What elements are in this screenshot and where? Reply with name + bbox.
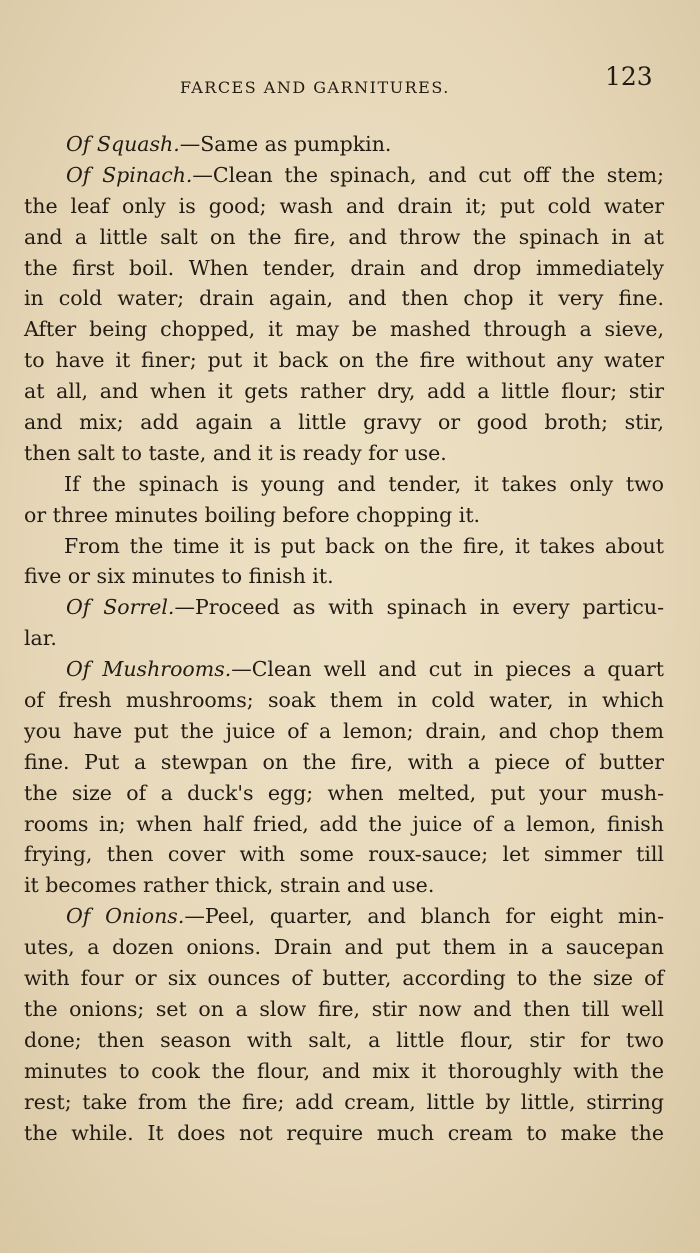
section-lead: Of Squash. bbox=[66, 132, 180, 156]
text-line: the onions; set on a slow fire, stir now and then till well bbox=[24, 996, 664, 1021]
text-line: Of Onions.—Peel, quarter, and blanch for eight min- bbox=[66, 904, 665, 929]
text-line: and a little salt on the fire, and throw the spinach in at bbox=[24, 224, 664, 249]
running-head: FARCES AND GARNITURES. bbox=[180, 78, 450, 97]
section-lead: Of Mushrooms. bbox=[66, 657, 232, 682]
text-line: the while. It does not require much cream to make the bbox=[24, 1120, 664, 1145]
text-line: the leaf only is good; wash and drain it; put cold water bbox=[24, 193, 664, 218]
text-line: rooms in; when half fried, add the juice of a lemon, finish bbox=[24, 811, 664, 836]
text-line: fine. Put a stewpan on the fire, with a piece of butter bbox=[24, 749, 664, 774]
body-text bbox=[24, 129, 664, 1148]
text-line: you have put the juice of a lemon; drain, and chop them bbox=[24, 718, 664, 743]
text-line: Of Spinach.—Clean the spinach, and cut off the stem; bbox=[66, 162, 664, 187]
text-line: minutes to cook the flour, and mix it thoroughly with the bbox=[24, 1058, 664, 1083]
text-line: with four or six ounces of butter, according to the size of bbox=[24, 966, 664, 991]
text-line: the first boil. When tender, drain and drop immediately bbox=[24, 255, 664, 280]
text-line: or three minutes boiling before chopping it. bbox=[24, 502, 481, 527]
text-line: of fresh mushrooms; soak them in cold water, in which bbox=[24, 688, 664, 713]
text-line: and mix; add again a little gravy or good broth; stir, bbox=[24, 410, 664, 435]
text-line: in cold water; drain again, and then chop it very fine. bbox=[24, 286, 664, 311]
section-lead: Of Spinach. bbox=[66, 162, 193, 187]
text-line: to have it finer; put it back on the fire without any water bbox=[24, 348, 664, 373]
page-number: 123 bbox=[605, 62, 653, 91]
text-line: frying, then cover with some roux-sauce; let simmer till bbox=[24, 842, 664, 867]
text-line: Of Squash.—Same as pumpkin. bbox=[66, 132, 392, 156]
page-header bbox=[0, 60, 700, 100]
text-line: done; then season with salt, a little flour, stir for two bbox=[24, 1027, 664, 1052]
text-line: lar. bbox=[24, 626, 57, 651]
text-line: rest; take from the fire; add cream, little by little, stirring bbox=[24, 1089, 664, 1114]
text-line: the size of a duck's egg; when melted, put your mush- bbox=[24, 780, 664, 805]
text-line: utes, a dozen onions. Drain and put them in a saucepan bbox=[24, 935, 664, 960]
text-line: After being chopped, it may be mashed through a sieve, bbox=[24, 317, 664, 342]
text-line: at all, and when it gets rather dry, add a little flour; stir bbox=[24, 379, 664, 404]
text-line: If the spinach is young and tender, it takes only two bbox=[64, 471, 664, 496]
text-line: then salt to taste, and it is ready for use. bbox=[24, 440, 447, 465]
text-line: Of Mushrooms.—Clean well and cut in pieces a quart bbox=[66, 657, 664, 682]
section-lead: Of Sorrel. bbox=[66, 595, 175, 620]
text-line: Of Sorrel.—Proceed as with spinach in every particu- bbox=[66, 595, 664, 620]
section-lead: Of Onions. bbox=[66, 904, 185, 929]
text-line: five or six minutes to finish it. bbox=[24, 564, 334, 589]
text-line: it becomes rather thick, strain and use. bbox=[24, 873, 435, 898]
text-line: From the time it is put back on the fire, it takes about bbox=[64, 533, 664, 558]
